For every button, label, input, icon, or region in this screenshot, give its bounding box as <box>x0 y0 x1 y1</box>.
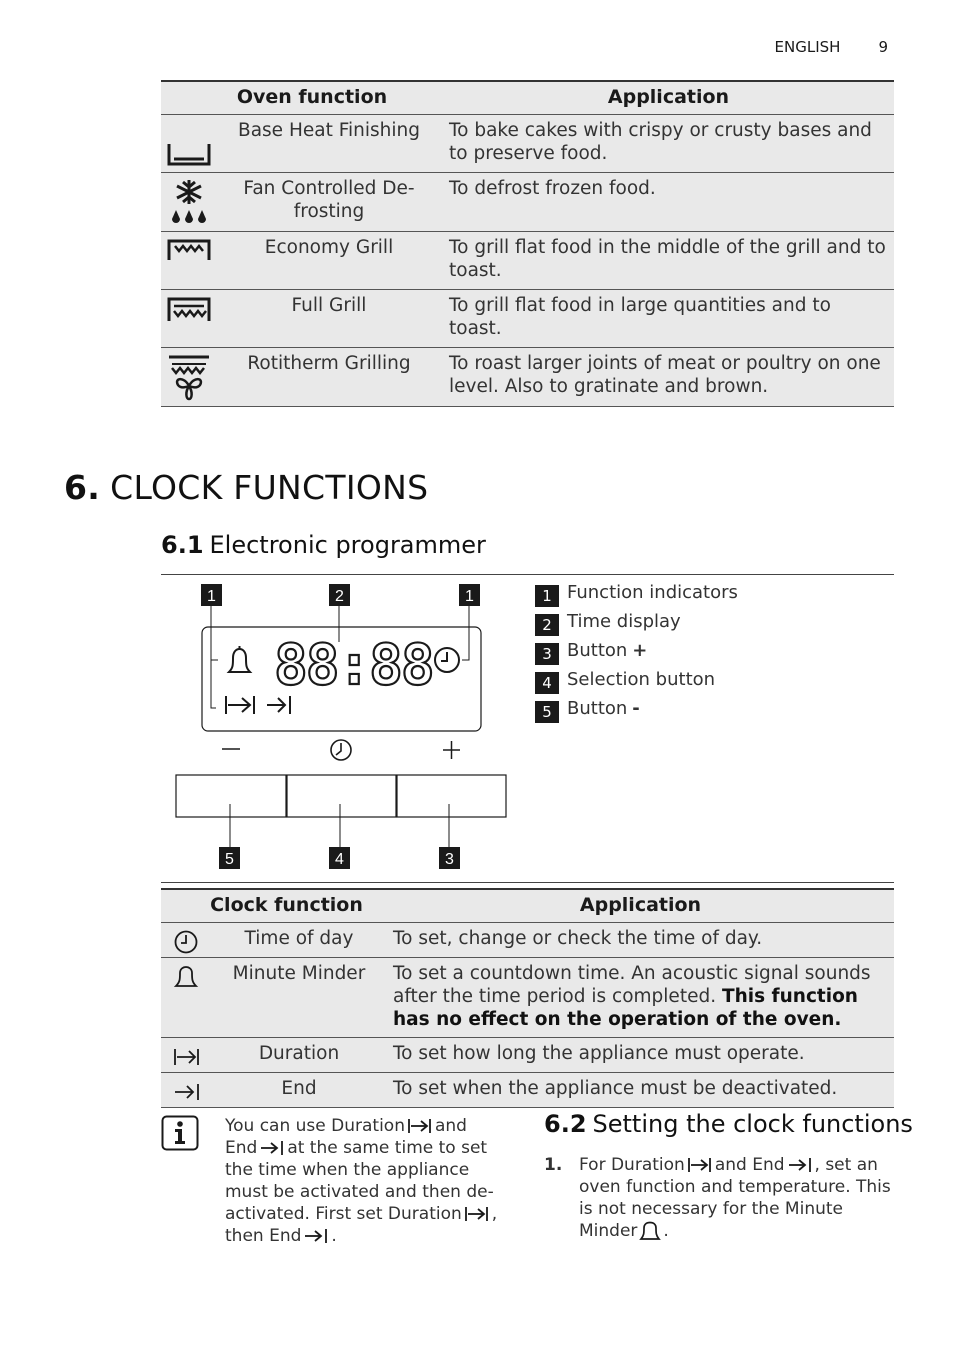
table-row <box>161 231 894 289</box>
svg-text:4: 4 <box>335 851 344 868</box>
callout-3 <box>439 847 460 869</box>
page-header <box>775 38 888 56</box>
note-text: . <box>331 1226 337 1246</box>
selection-button[interactable] <box>287 775 396 817</box>
note-text: You can use Duration <box>225 1116 405 1136</box>
oven-function-name: Rotitherm Grilling <box>217 347 443 406</box>
clock-function-header: Clock function <box>161 889 387 922</box>
programmer-diagram <box>170 580 515 872</box>
note-text: End <box>225 1138 258 1158</box>
table-row <box>161 957 894 1037</box>
end-icon <box>303 1227 329 1245</box>
note-text: and <box>434 1116 467 1136</box>
full-grill-icon <box>166 296 212 324</box>
step-line: and End <box>714 1155 785 1175</box>
legend-number: 5 <box>535 701 559 723</box>
duration-icon <box>464 1205 490 1223</box>
info-note <box>225 1115 515 1247</box>
divider <box>161 574 894 575</box>
step-line: , set an <box>814 1155 878 1175</box>
callout-1 <box>459 584 480 606</box>
clock-function-application <box>387 1037 894 1072</box>
plus-button[interactable] <box>397 775 506 817</box>
table-row <box>161 172 894 231</box>
legend-item <box>535 578 738 607</box>
application-text: To set a countdown time. An acoustic signal sounds after the time period is completed. <box>393 962 871 1007</box>
legend-item <box>535 694 738 723</box>
page-number: 9 <box>878 38 888 56</box>
legend-number: 2 <box>535 614 559 636</box>
svg-text:1: 1 <box>465 588 474 605</box>
oven-function-name: Full Grill <box>217 289 443 347</box>
step-line: Minder <box>579 1221 638 1241</box>
step-number: 1. <box>544 1155 563 1175</box>
subsection-number: 6.2 <box>544 1110 587 1138</box>
callout-5 <box>219 847 240 869</box>
legend-label: Time display <box>567 611 681 632</box>
step-text <box>579 1154 899 1242</box>
callout-4 <box>329 847 350 869</box>
divider <box>161 882 894 883</box>
info-icon <box>161 1115 199 1151</box>
end-icon <box>259 1139 285 1157</box>
oven-function-name: Fan Controlled De-frosting <box>217 172 443 231</box>
legend-number: 1 <box>535 585 559 607</box>
clock-icon <box>173 929 199 955</box>
table-row <box>161 347 894 406</box>
application-header: Application <box>387 889 894 922</box>
oven-function-application: To bake cakes with crispy or crusty bases and to preserve food. <box>443 114 894 172</box>
table-row <box>161 114 894 172</box>
economy-grill-icon <box>166 238 212 264</box>
section-title: CLOCK FUNCTIONS <box>110 468 429 507</box>
callout-2 <box>329 584 350 606</box>
table-row <box>161 1037 894 1072</box>
oven-function-name: Economy Grill <box>217 231 443 289</box>
table-row <box>161 289 894 347</box>
clock-function-name: End <box>213 1072 387 1107</box>
clock-icon <box>435 648 459 672</box>
application-text: To set how long the appliance must operate. <box>393 1042 805 1064</box>
application-text: To set, change or check the time of day. <box>393 927 763 949</box>
bell-icon <box>639 1220 661 1242</box>
duration-icon <box>173 1046 201 1068</box>
language-label: ENGLISH <box>774 38 841 56</box>
application-text: To set when the appliance must be deactivated. <box>393 1077 838 1099</box>
clock-function-application <box>387 957 894 1037</box>
duration-icon <box>407 1117 433 1135</box>
legend-label: Button <box>567 698 628 719</box>
clock-function-application <box>387 1072 894 1107</box>
step-line: is not necessary for the Minute <box>579 1199 843 1219</box>
subsection-heading <box>544 1110 913 1138</box>
note-text: the time when the appliance <box>225 1160 470 1180</box>
legend-symbol: - <box>632 698 640 719</box>
note-text: must be activated and then de- <box>225 1182 494 1202</box>
oven-function-application: To grill flat food in large quantities and to toast. <box>443 289 894 347</box>
rotitherm-icon <box>166 354 212 402</box>
oven-function-name: Base Heat Finishing <box>217 114 443 172</box>
subsection-number: 6.1 <box>161 531 204 559</box>
end-icon <box>173 1081 201 1103</box>
subsection-heading <box>161 531 486 559</box>
note-text: activated. First set Duration <box>225 1204 462 1224</box>
svg-text:1: 1 <box>207 588 216 605</box>
oven-function-header: Oven function <box>161 81 443 114</box>
duration-icon <box>687 1156 713 1174</box>
plus-symbol <box>443 741 460 759</box>
legend-item <box>535 665 738 694</box>
legend-symbol: + <box>632 640 648 661</box>
end-icon <box>787 1156 813 1174</box>
oven-function-application: To roast larger joints of meat or poultry on one level. Also to gratinate and brown. <box>443 347 894 406</box>
svg-text:2: 2 <box>335 588 344 605</box>
selection-clock-icon <box>331 740 351 760</box>
svg-text:5: 5 <box>225 851 234 868</box>
svg-text:3: 3 <box>445 851 454 868</box>
legend-label: Button <box>567 640 628 661</box>
step-line: oven function and temperature. This <box>579 1177 891 1197</box>
legend-item <box>535 636 738 665</box>
legend-number: 3 <box>535 643 559 665</box>
oven-function-table <box>161 80 894 407</box>
bell-icon <box>173 964 199 990</box>
step-line: . <box>663 1221 669 1241</box>
application-header: Application <box>443 81 894 114</box>
clock-function-table <box>161 888 894 1108</box>
legend-item <box>535 607 738 636</box>
end-icon <box>267 696 290 714</box>
subsection-title: Electronic programmer <box>209 531 486 559</box>
subsection-title: Setting the clock functions <box>592 1110 913 1138</box>
defrost-icon <box>166 177 212 227</box>
callout-1 <box>201 584 222 606</box>
clock-function-application <box>387 922 894 957</box>
time-display: 88:88 <box>274 633 433 698</box>
minus-button[interactable] <box>176 775 286 817</box>
application-warning: This function has no effect on the operation of the oven. <box>393 985 858 1030</box>
table-row <box>161 1072 894 1107</box>
oven-function-application: To defrost frozen food. <box>443 172 894 231</box>
table-row <box>161 922 894 957</box>
legend-label: Function indicators <box>567 582 738 603</box>
oven-function-application: To grill flat food in the middle of the grill and to toast. <box>443 231 894 289</box>
clock-function-name: Minute Minder <box>213 957 387 1037</box>
note-text: , <box>491 1204 498 1224</box>
clock-function-name: Duration <box>213 1037 387 1072</box>
legend-number: 4 <box>535 672 559 694</box>
diagram-legend <box>535 578 738 723</box>
note-text: at the same time to set <box>287 1138 488 1158</box>
section-number: 6. <box>64 468 101 507</box>
base-heat-icon <box>166 138 212 168</box>
legend-label: Selection button <box>567 669 716 690</box>
bell-icon <box>229 646 250 672</box>
note-text: then End <box>225 1226 302 1246</box>
clock-function-name: Time of day <box>213 922 387 957</box>
section-heading <box>64 468 428 507</box>
step-line: For Duration <box>579 1155 685 1175</box>
duration-icon <box>226 696 254 714</box>
